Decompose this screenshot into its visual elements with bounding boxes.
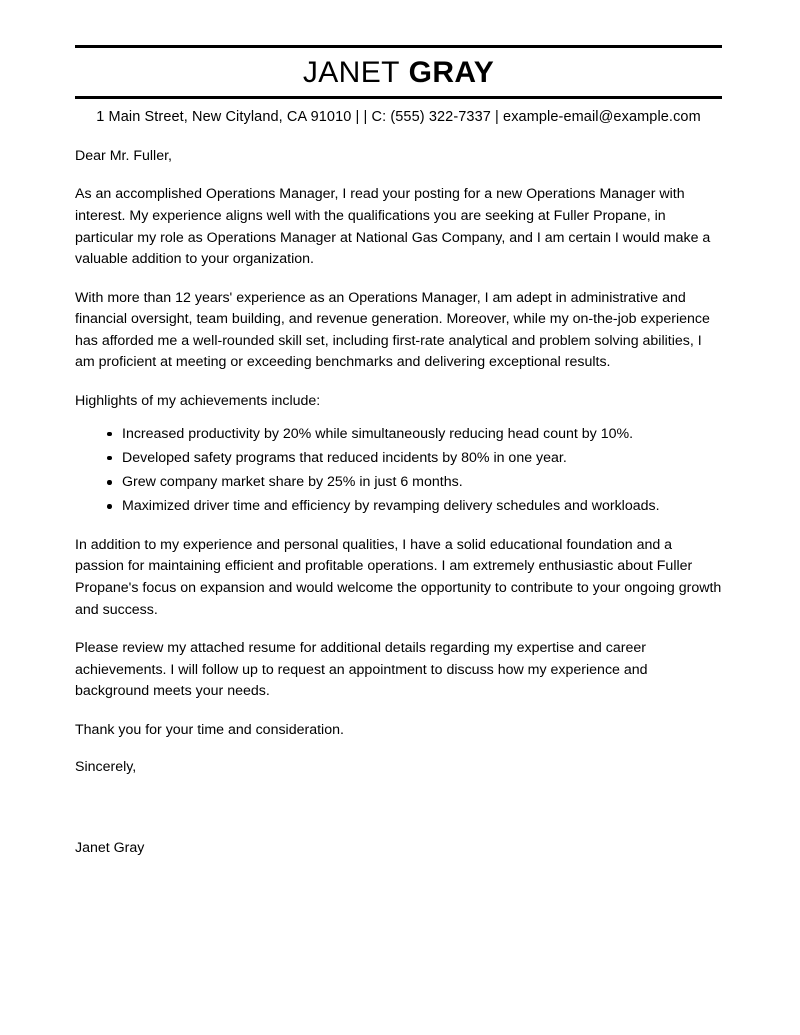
body-paragraph-4: Please review my attached resume for additional details regarding my expertise and career achievements. I will follow up to request an appointment to discuss how my experience and background meets your needs. [75,640,648,700]
thank-you-line: Thank you for your time and consideration. [75,721,344,738]
signature-name: Janet Gray [75,839,145,856]
applicant-first-name: JANET [302,56,400,89]
list-item [122,496,722,517]
highlights-lead-in: Highlights of my achievements include: [75,393,321,409]
list-item-label: Developed safety programs that reduced incidents by 80% in one year. [122,449,567,466]
body-paragraph-3: In addition to my experience and personal qualities, I have a solid educational foundation and a passion for maintaining efficient and profitable operations. I am extremely enthusiastic about Fuller Propane's focus on expansion and would welcome the opportunity to contribute to your ongoing growth and success. [75,536,722,618]
applicant-name [75,57,722,89]
bullet-icon [107,432,112,437]
list-item-label: Maximized driver time and efficiency by revamping delivery schedules and workloads. [122,498,660,515]
body-paragraph-1: As an accomplished Operations Manager, I read your posting for a new Operations Manager with interest. My experience aligns well with the qualifications you are seeking at Fuller Propane, in particular my role as Operations Manager at National Gas Company, and I am certain I would make a valuable addition to your organization. [75,186,711,268]
closing-line: Sincerely, [75,759,137,776]
list-item [122,424,722,445]
list-item [122,472,722,493]
applicant-last-name: GRAY [399,56,495,89]
letterhead [75,0,722,127]
achievements-list [75,424,722,518]
salutation: Dear Mr. Fuller, [75,147,172,164]
letter-body [75,127,722,860]
applicant-name-block [75,48,722,95]
body-paragraph-2: With more than 12 years' experience as an Operations Manager, I am adept in administrative and financial oversight, team building, and revenue generation. Moreover, while my on-the-job experience has afforded me a well-rounded skill set, including first-rate analytical and problem solving abilities, I am proficient at meeting or exceeding benchmarks and delivering exceptional results. [75,289,710,371]
bullet-icon [107,480,112,485]
contact-info-line: 1 Main Street, New Cityland, CA 91010 | | C: (555) 322-7337 | example-email@example.com [96,108,701,125]
letter-content [75,0,722,860]
list-item-label: Increased productivity by 20% while simultaneously reducing head count by 10%. [122,425,634,442]
list-item-label: Grew company market share by 25% in just 6 months. [122,474,463,491]
bullet-icon [107,504,112,509]
list-item [122,448,722,469]
bullet-icon [107,456,112,461]
